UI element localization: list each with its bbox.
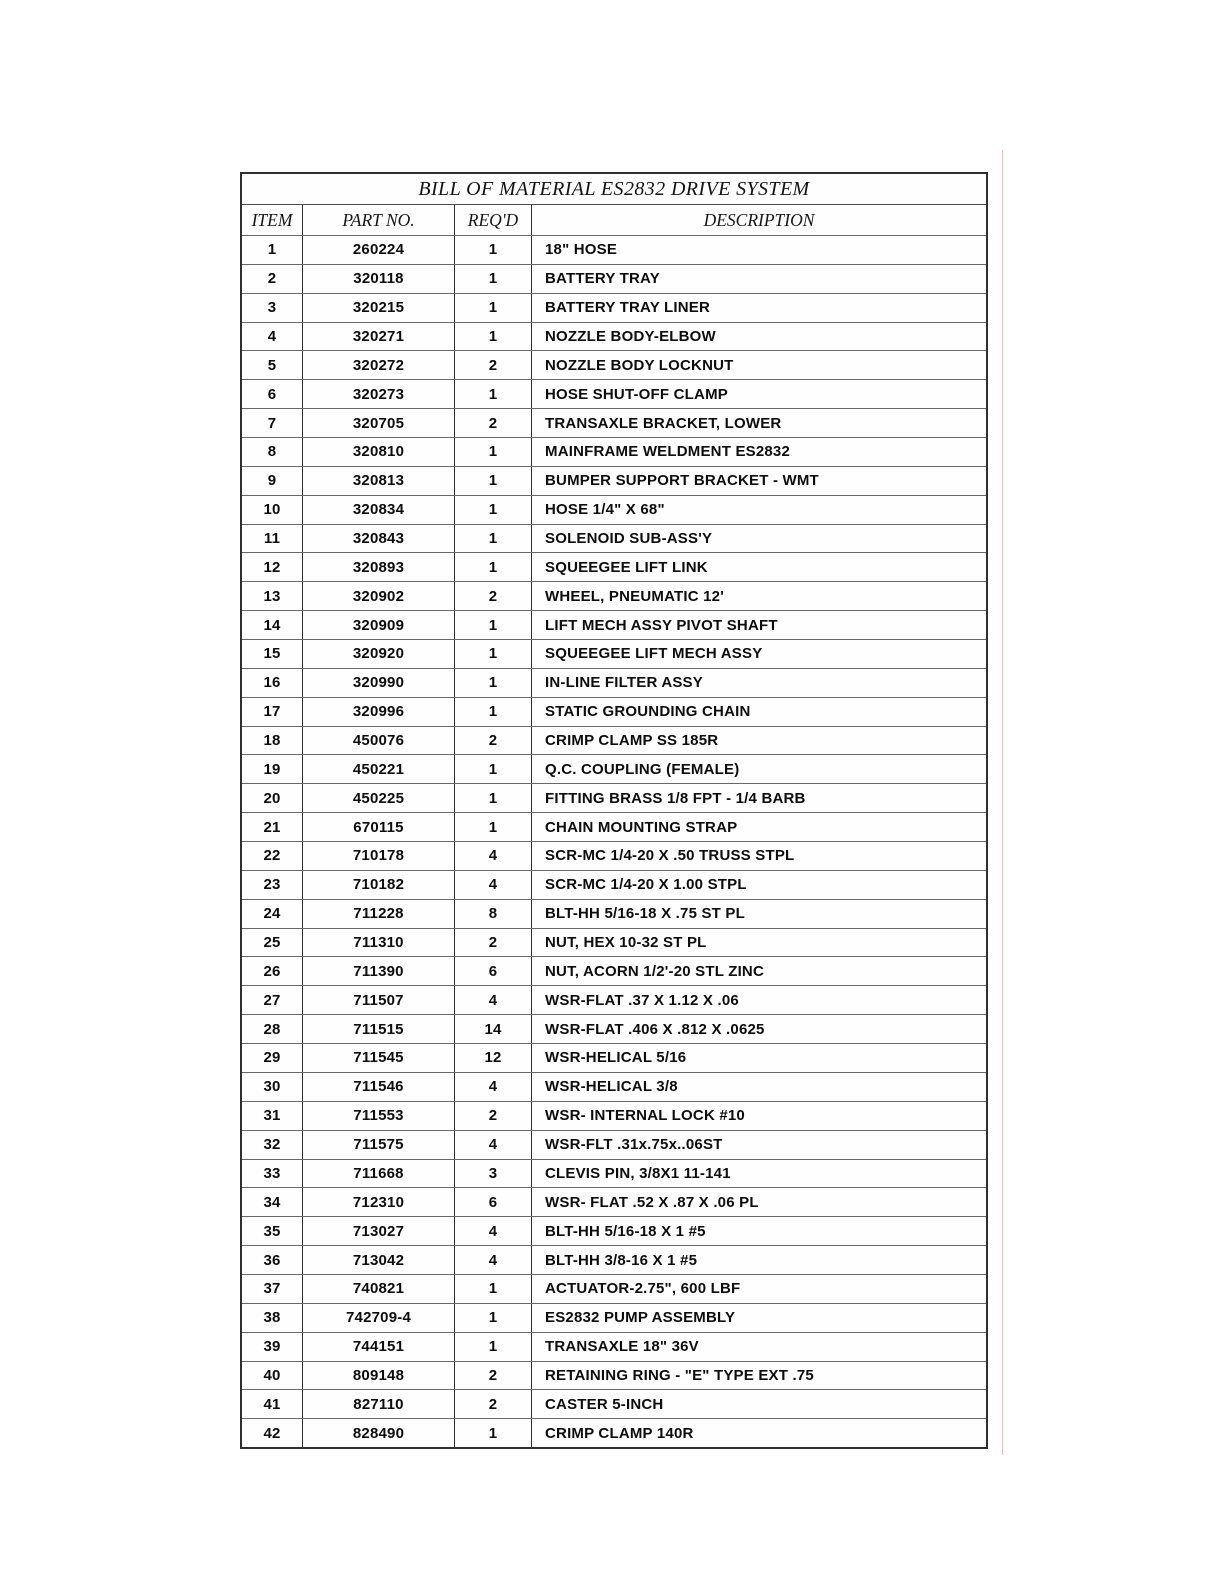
table-row (242, 466, 986, 495)
quantity-required-cell: 2 (455, 727, 532, 755)
quantity-required-cell: 2 (455, 1390, 532, 1418)
table-row (242, 1418, 986, 1447)
part-number-cell: 711575 (303, 1131, 455, 1159)
description-cell: SCR-MC 1/4-20 X .50 TRUSS STPL (545, 847, 795, 865)
description-cell: RETAINING RING - "E" TYPE EXT .75 (545, 1366, 814, 1384)
description-cell: BATTERY TRAY LINER (545, 299, 711, 317)
column-header-part-no: PART NO. (303, 205, 455, 235)
part-number-cell: 320909 (303, 611, 455, 639)
description-cell: STATIC GROUNDING CHAIN (545, 703, 751, 721)
item-number-cell: 7 (242, 409, 303, 437)
table-row (242, 1216, 986, 1245)
description-cell: BLT-HH 5/16-18 X .75 ST PL (545, 905, 745, 923)
table-row (242, 697, 986, 726)
description-cell: CRIMP CLAMP 140R (545, 1424, 694, 1442)
description-cell: ACTUATOR-2.75", 600 LBF (545, 1280, 741, 1298)
item-number-cell: 20 (242, 784, 303, 812)
table-row (242, 783, 986, 812)
part-number-cell: 320705 (303, 409, 455, 437)
quantity-required-cell: 4 (455, 1073, 532, 1101)
part-number-cell: 711228 (303, 900, 455, 928)
part-number-cell: 320893 (303, 553, 455, 581)
item-number-cell: 15 (242, 640, 303, 668)
column-header-description: DESCRIPTION (703, 209, 815, 230)
bill-of-material-table (240, 172, 988, 1449)
quantity-required-cell: 8 (455, 900, 532, 928)
table-row (242, 1014, 986, 1043)
part-number-cell: 711515 (303, 1015, 455, 1043)
part-number-cell: 713027 (303, 1217, 455, 1245)
part-number-cell: 320215 (303, 294, 455, 322)
item-number-cell: 4 (242, 323, 303, 351)
item-number-cell: 8 (242, 438, 303, 466)
part-number-cell: 320118 (303, 265, 455, 293)
part-number-cell: 320843 (303, 525, 455, 553)
part-number-cell: 260224 (303, 236, 455, 264)
table-row (242, 1130, 986, 1159)
quantity-required-cell: 4 (455, 1131, 532, 1159)
description-cell: 18" HOSE (545, 241, 618, 259)
description-cell: TRANSAXLE 18" 36V (545, 1338, 699, 1356)
quantity-required-cell: 1 (455, 1333, 532, 1361)
item-number-cell: 14 (242, 611, 303, 639)
part-number-cell: 320271 (303, 323, 455, 351)
table-header-row (242, 204, 986, 235)
part-number-cell: 710182 (303, 871, 455, 899)
description-cell: WSR-FLT .31x.75x..06ST (545, 1136, 723, 1154)
quantity-required-cell: 1 (455, 438, 532, 466)
table-row (242, 1159, 986, 1188)
table-row (242, 610, 986, 639)
quantity-required-cell: 4 (455, 1246, 532, 1274)
quantity-required-cell: 2 (455, 1102, 532, 1130)
quantity-required-cell: 2 (455, 351, 532, 379)
quantity-required-cell: 2 (455, 1362, 532, 1390)
quantity-required-cell: 1 (455, 611, 532, 639)
quantity-required-cell: 14 (455, 1015, 532, 1043)
quantity-required-cell: 2 (455, 409, 532, 437)
description-cell: WSR- FLAT .52 X .87 X .06 PL (545, 1193, 759, 1211)
item-number-cell: 2 (242, 265, 303, 293)
description-cell: IN-LINE FILTER ASSY (545, 674, 703, 692)
part-number-cell: 710178 (303, 842, 455, 870)
item-number-cell: 13 (242, 582, 303, 610)
description-cell: MAINFRAME WELDMENT ES2832 (545, 443, 791, 461)
table-row (242, 1389, 986, 1418)
table-row (242, 524, 986, 553)
part-number-cell: 450076 (303, 727, 455, 755)
description-cell: SOLENOID SUB-ASS'Y (545, 530, 713, 548)
description-cell: LIFT MECH ASSY PIVOT SHAFT (545, 616, 778, 634)
table-row (242, 1101, 986, 1130)
item-number-cell: 17 (242, 698, 303, 726)
table-body (242, 235, 986, 1447)
description-cell: WSR-HELICAL 3/8 (545, 1078, 678, 1096)
part-number-cell: 450221 (303, 755, 455, 783)
part-number-cell: 740821 (303, 1275, 455, 1303)
description-cell: HOSE 1/4" X 68" (545, 501, 665, 519)
quantity-required-cell: 6 (455, 957, 532, 985)
quantity-required-cell: 1 (455, 265, 532, 293)
description-cell: NUT, HEX 10-32 ST PL (545, 934, 707, 952)
table-row (242, 1072, 986, 1101)
quantity-required-cell: 4 (455, 1217, 532, 1245)
description-cell: SQUEEGEE LIFT MECH ASSY (545, 645, 763, 663)
item-number-cell: 11 (242, 525, 303, 553)
description-cell: NUT, ACORN 1/2'-20 STL ZINC (545, 962, 764, 980)
part-number-cell: 320990 (303, 669, 455, 697)
table-row (242, 350, 986, 379)
table-row (242, 379, 986, 408)
item-number-cell: 6 (242, 380, 303, 408)
description-cell: WSR-FLAT .406 X .812 X .0625 (545, 1020, 765, 1038)
quantity-required-cell: 1 (455, 669, 532, 697)
column-header-reqd: REQ'D (455, 205, 532, 235)
quantity-required-cell: 1 (455, 380, 532, 408)
table-row (242, 408, 986, 437)
quantity-required-cell: 1 (455, 755, 532, 783)
description-cell: WSR-FLAT .37 X 1.12 X .06 (545, 991, 739, 1009)
description-cell: WSR- INTERNAL LOCK #10 (545, 1107, 745, 1125)
part-number-cell: 711545 (303, 1044, 455, 1072)
table-row (242, 985, 986, 1014)
quantity-required-cell: 1 (455, 1419, 532, 1447)
description-cell: NOZZLE BODY-ELBOW (545, 328, 716, 345)
part-number-cell: 827110 (303, 1390, 455, 1418)
item-number-cell: 5 (242, 351, 303, 379)
part-number-cell: 744151 (303, 1333, 455, 1361)
quantity-required-cell: 1 (455, 467, 532, 495)
item-number-cell: 29 (242, 1044, 303, 1072)
quantity-required-cell: 1 (455, 784, 532, 812)
quantity-required-cell: 3 (455, 1160, 532, 1188)
quantity-required-cell: 1 (455, 496, 532, 524)
table-row (242, 1274, 986, 1303)
table-row (242, 235, 986, 264)
description-cell: WHEEL, PNEUMATIC 12' (545, 587, 724, 605)
description-cell: SCR-MC 1/4-20 X 1.00 STPL (545, 876, 747, 894)
item-number-cell: 42 (242, 1419, 303, 1447)
quantity-required-cell: 1 (455, 294, 532, 322)
item-number-cell: 35 (242, 1217, 303, 1245)
description-cell: WSR-HELICAL 5/16 (545, 1049, 687, 1067)
table-row (242, 264, 986, 293)
table-row (242, 581, 986, 610)
table-row (242, 899, 986, 928)
description-cell: FITTING BRASS 1/8 FPT - 1/4 BARB (545, 789, 806, 807)
item-number-cell: 33 (242, 1160, 303, 1188)
description-cell: BLT-HH 5/16-18 X 1 #5 (545, 1222, 706, 1240)
item-number-cell: 18 (242, 727, 303, 755)
quantity-required-cell: 4 (455, 871, 532, 899)
part-number-cell: 320272 (303, 351, 455, 379)
quantity-required-cell: 2 (455, 929, 532, 957)
quantity-required-cell: 1 (455, 323, 532, 351)
table-row (242, 552, 986, 581)
part-number-cell: 711507 (303, 986, 455, 1014)
item-number-cell: 38 (242, 1304, 303, 1332)
table-row (242, 1245, 986, 1274)
item-number-cell: 36 (242, 1246, 303, 1274)
table-row (242, 726, 986, 755)
item-number-cell: 31 (242, 1102, 303, 1130)
table-row (242, 322, 986, 351)
quantity-required-cell: 1 (455, 553, 532, 581)
table-row (242, 1361, 986, 1390)
item-number-cell: 19 (242, 755, 303, 783)
part-number-cell: 711390 (303, 957, 455, 985)
item-number-cell: 41 (242, 1390, 303, 1418)
item-number-cell: 22 (242, 842, 303, 870)
quantity-required-cell: 1 (455, 698, 532, 726)
table-row (242, 841, 986, 870)
description-cell: CLEVIS PIN, 3/8X1 11-141 (545, 1164, 731, 1182)
table-row (242, 293, 986, 322)
scan-artifact-line (1002, 150, 1003, 1455)
item-number-cell: 3 (242, 294, 303, 322)
quantity-required-cell: 2 (455, 582, 532, 610)
part-number-cell: 828490 (303, 1419, 455, 1447)
quantity-required-cell: 1 (455, 1304, 532, 1332)
description-cell: ES2832 PUMP ASSEMBLY (545, 1309, 736, 1327)
part-number-cell: 742709-4 (303, 1304, 455, 1332)
part-number-cell: 711668 (303, 1160, 455, 1188)
quantity-required-cell: 1 (455, 1275, 532, 1303)
part-number-cell: 320813 (303, 467, 455, 495)
description-cell: CASTER 5-INCH (545, 1395, 664, 1413)
part-number-cell: 320834 (303, 496, 455, 524)
description-cell: BLT-HH 3/8-16 X 1 #5 (545, 1251, 698, 1269)
column-header-item: ITEM (242, 205, 303, 235)
description-cell: BUMPER SUPPORT BRACKET - WMT (545, 472, 819, 490)
item-number-cell: 10 (242, 496, 303, 524)
table-row (242, 870, 986, 899)
item-number-cell: 37 (242, 1275, 303, 1303)
table-title: BILL OF MATERIAL ES2832 DRIVE SYSTEM (418, 177, 810, 200)
part-number-cell: 713042 (303, 1246, 455, 1274)
part-number-cell: 712310 (303, 1188, 455, 1216)
item-number-cell: 40 (242, 1362, 303, 1390)
item-number-cell: 16 (242, 669, 303, 697)
item-number-cell: 24 (242, 900, 303, 928)
table-row (242, 668, 986, 697)
quantity-required-cell: 1 (455, 236, 532, 264)
part-number-cell: 711546 (303, 1073, 455, 1101)
item-number-cell: 9 (242, 467, 303, 495)
description-cell: BATTERY TRAY (545, 270, 660, 288)
item-number-cell: 32 (242, 1131, 303, 1159)
table-row (242, 437, 986, 466)
quantity-required-cell: 4 (455, 986, 532, 1014)
table-row (242, 1187, 986, 1216)
table-row (242, 495, 986, 524)
quantity-required-cell: 12 (455, 1044, 532, 1072)
part-number-cell: 711310 (303, 929, 455, 957)
item-number-cell: 25 (242, 929, 303, 957)
item-number-cell: 39 (242, 1333, 303, 1361)
item-number-cell: 26 (242, 957, 303, 985)
item-number-cell: 27 (242, 986, 303, 1014)
quantity-required-cell: 1 (455, 640, 532, 668)
item-number-cell: 21 (242, 813, 303, 841)
table-row (242, 928, 986, 957)
part-number-cell: 320996 (303, 698, 455, 726)
part-number-cell: 809148 (303, 1362, 455, 1390)
item-number-cell: 23 (242, 871, 303, 899)
quantity-required-cell: 6 (455, 1188, 532, 1216)
quantity-required-cell: 4 (455, 842, 532, 870)
description-cell: CRIMP CLAMP SS 185R (545, 732, 719, 750)
description-cell: TRANSAXLE BRACKET, LOWER (545, 414, 782, 432)
item-number-cell: 28 (242, 1015, 303, 1043)
quantity-required-cell: 1 (455, 813, 532, 841)
description-cell: SQUEEGEE LIFT LINK (545, 558, 708, 576)
table-row (242, 754, 986, 783)
description-cell: NOZZLE BODY LOCKNUT (545, 356, 734, 374)
description-cell: Q.C. COUPLING (FEMALE) (545, 760, 740, 778)
table-row (242, 1332, 986, 1361)
table-row (242, 639, 986, 668)
item-number-cell: 1 (242, 236, 303, 264)
part-number-cell: 320920 (303, 640, 455, 668)
part-number-cell: 711553 (303, 1102, 455, 1130)
item-number-cell: 34 (242, 1188, 303, 1216)
quantity-required-cell: 1 (455, 525, 532, 553)
table-row (242, 1043, 986, 1072)
table-row (242, 812, 986, 841)
part-number-cell: 670115 (303, 813, 455, 841)
item-number-cell: 30 (242, 1073, 303, 1101)
item-number-cell: 12 (242, 553, 303, 581)
part-number-cell: 450225 (303, 784, 455, 812)
table-row (242, 1303, 986, 1332)
part-number-cell: 320273 (303, 380, 455, 408)
description-cell: CHAIN MOUNTING STRAP (545, 818, 738, 836)
part-number-cell: 320902 (303, 582, 455, 610)
table-row (242, 956, 986, 985)
part-number-cell: 320810 (303, 438, 455, 466)
description-cell: HOSE SHUT-OFF CLAMP (545, 385, 728, 403)
